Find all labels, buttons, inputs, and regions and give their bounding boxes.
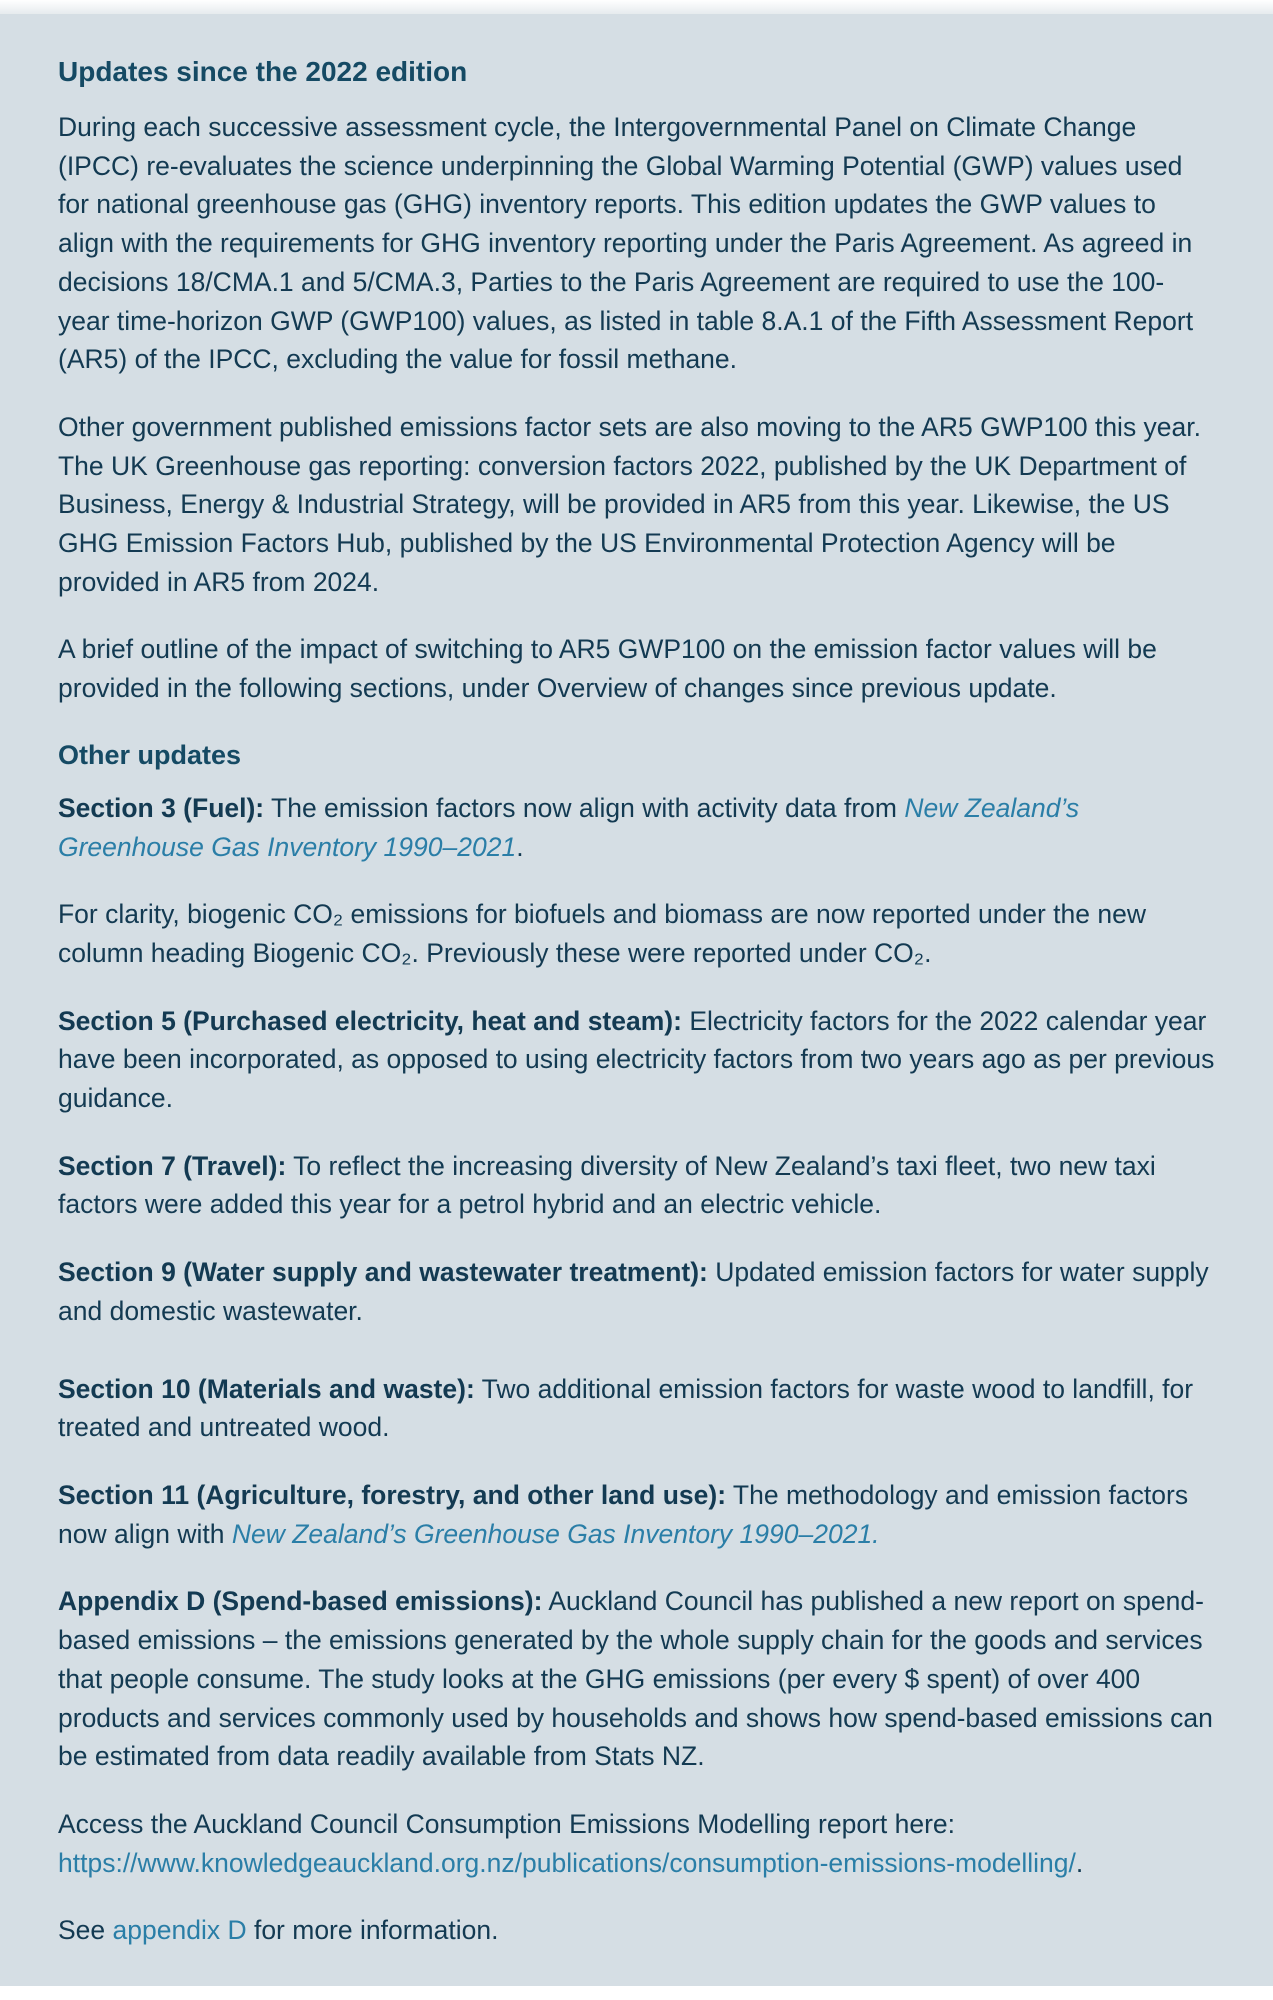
updates-panel [0, 14, 1273, 1986]
section-7-label: Section 7 (Travel): [58, 1150, 287, 1181]
section-11-inventory-link[interactable]: New Zealand’s Greenhouse Gas Inventory 1990–2021. [231, 1518, 880, 1549]
appendix-d-link[interactable]: appendix D [112, 1915, 247, 1946]
section-5-text: Electricity factors for the 2022 calendar year have been incorporated, as opposed to using electricity factors from two years ago as per previous guidance. [58, 1005, 1215, 1114]
section-3-label: Section 3 (Fuel): [58, 792, 265, 823]
access-report-text: Access the Auckland Council Consumption Emissions Modelling report here: [58, 1808, 956, 1839]
appendix-d-text: Auckland Council has published a new report on spend-based emissions – the emissions generated by the whole supply chain for the goods and services that people consume. The study looks at the GHG emissions (per every $ spent) of over 400 products and services commonly used by households and shows how spend-based emissions can be estimated from data readily available from Stats NZ. [58, 1586, 1213, 1772]
section-7-update [58, 1147, 1215, 1224]
section-3-update [58, 789, 1215, 866]
biogenic-note: For clarity, biogenic CO₂ emissions for biofuels and biomass are now reported under the new column heading Biogenic CO₂. Previously these were reported under CO₂. [58, 899, 1146, 968]
intro-paragraph-outline: A brief outline of the impact of switching to AR5 GWP100 on the emission factor values will be provided in the following sections, under Overview of changes since previous update. [58, 634, 1157, 704]
section-10-label: Section 10 (Materials and waste): [58, 1373, 475, 1404]
report-url-link[interactable]: https://www.knowledgeauckland.org.nz/publications/consumption-emissions-modelling/ [58, 1847, 1076, 1878]
access-report-paragraph [58, 1805, 1215, 1882]
see-more-suffix: for more information. [246, 1915, 499, 1946]
panel-title: Updates since the 2022 edition [58, 56, 468, 87]
see-more-paragraph [58, 1911, 1215, 1950]
section-5-update [58, 1002, 1215, 1118]
section-11-update [58, 1476, 1215, 1553]
access-report-end: . [1075, 1847, 1084, 1878]
section-7-text: To reflect the increasing diversity of New Zealand’s taxi fleet, two new taxi factors were added this year for a petrol hybrid and an electric vehicle. [58, 1150, 1156, 1220]
section-9-update [58, 1253, 1215, 1330]
appendix-d-update [58, 1582, 1215, 1776]
see-more-prefix: See [58, 1915, 113, 1946]
section-11-text: The methodology and emission factors now align with [58, 1479, 1189, 1549]
section-3-text: The emission factors now align with activity data from [264, 792, 905, 823]
section-9-text: Updated emission factors for water supply and domestic wastewater. [58, 1257, 1209, 1326]
other-updates-heading: Other updates [58, 739, 242, 770]
section-9-label: Section 9 (Water supply and wastewater treatment): [58, 1257, 708, 1288]
section-3-end: . [516, 831, 524, 862]
appendix-d-label: Appendix D (Spend-based emissions): [58, 1586, 543, 1617]
intro-paragraph-other-sets: Other government published emissions factor sets are also moving to the AR5 GWP100 this year. The UK Greenhouse gas reporting: conversion factors 2022, published by the UK Department of Business, Energy & Industrial Strategy, will be provided in AR5 from this year. Likewise, the US GHG Emission Factors Hub, published by the US Environmental Protection Agency will be provided in AR5 from 2024. [58, 411, 1202, 597]
section-10-text: Two additional emission factors for waste wood to landfill, for treated and untreated wood. [58, 1373, 1194, 1443]
section-3-inventory-link[interactable]: New Zealand’s Greenhouse Gas Inventory 1990–2021 [58, 792, 1080, 862]
section-10-update [58, 1370, 1215, 1447]
intro-paragraph-gwp: During each successive assessment cycle, the Intergovernmental Panel on Climate Change (IPCC) re-evaluates the science underpinning the Global Warming Potential (GWP) values used for national greenhouse gas (GHG) inventory reports. This edition updates the GWP values to align with the requirements for GHG inventory reporting under the Paris Agreement. As agreed in decisions 18/CMA.1 and 5/CMA.3, Parties to the Paris Agreement are required to use the 100-year time-horizon GWP (GWP100) values, as listed in table 8.A.1 of the Fifth Assessment Report (AR5) of the IPCC, excluding the value for fossil methane. [58, 112, 1194, 375]
section-11-label: Section 11 (Agriculture, forestry, and other land use): [58, 1479, 727, 1510]
section-5-label: Section 5 (Purchased electricity, heat and steam): [58, 1005, 682, 1036]
page-top-edge [0, 0, 1273, 14]
